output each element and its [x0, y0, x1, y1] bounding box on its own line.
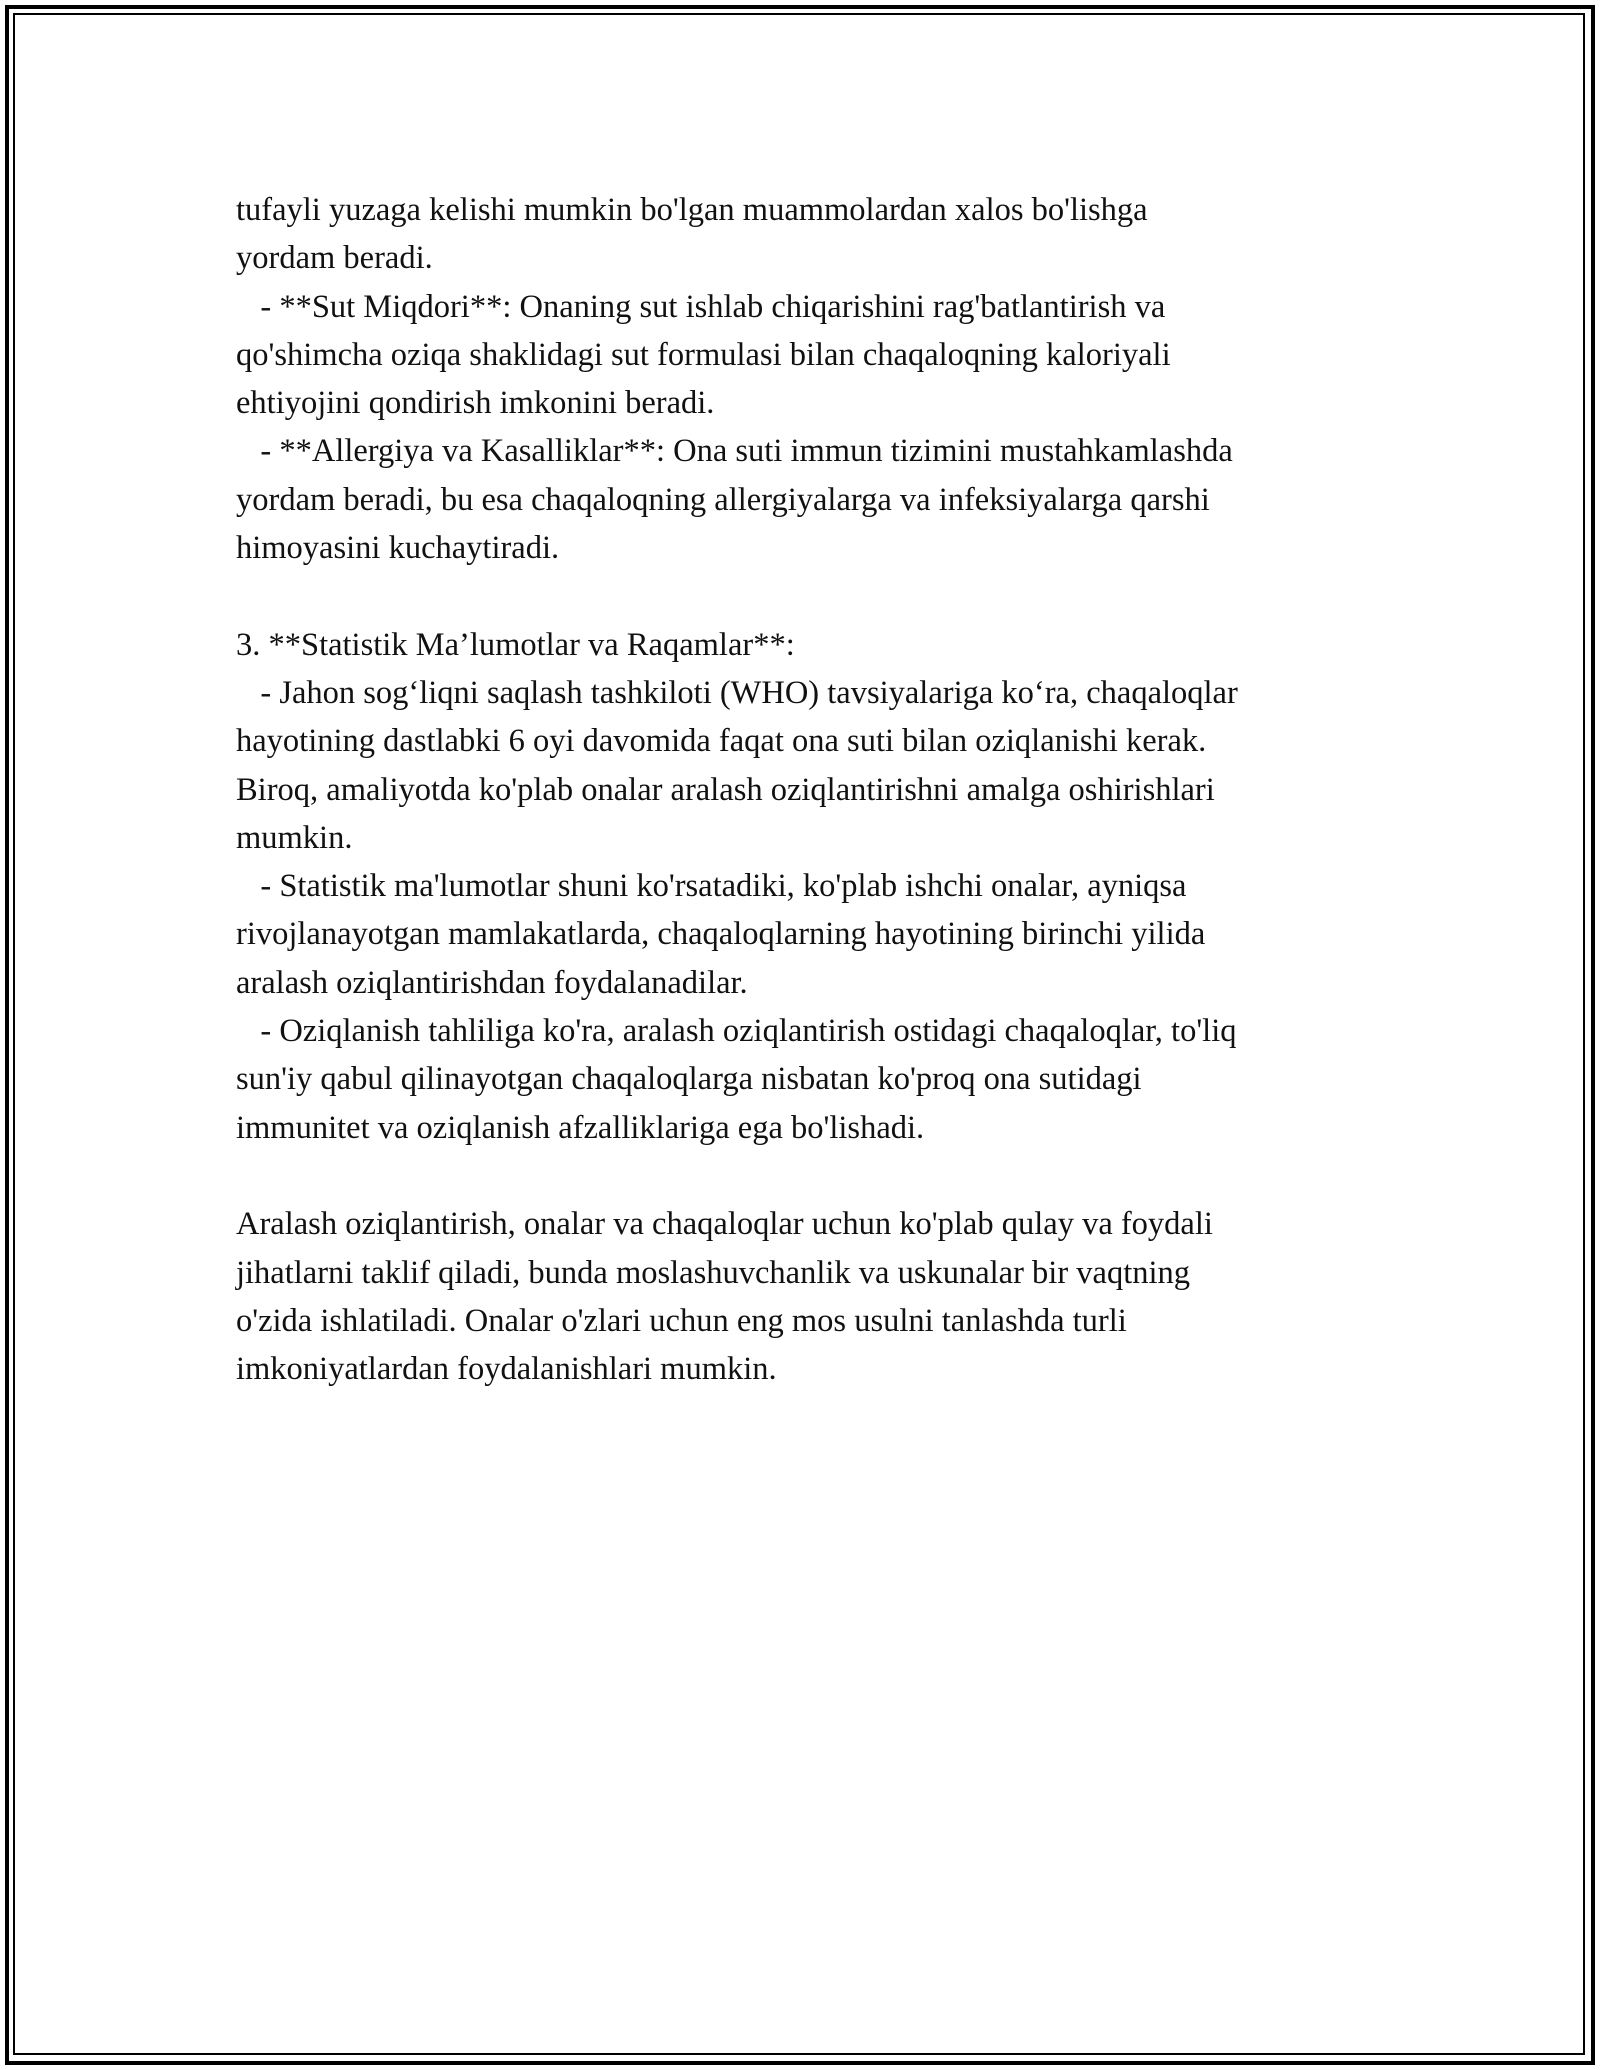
- text-line: tufayli yuzaga kelishi mumkin bo'lgan muammolardan xalos bo'lishga: [236, 192, 1148, 228]
- blank-line: [236, 572, 1386, 620]
- paragraph-conclusion: [236, 1200, 1386, 1393]
- list-item-oziqlanish: - Oziqlanish tahliliga ko'ra, aralash oziqlantirish ostidagi chaqaloqlar, to'liq: [236, 1013, 1237, 1050]
- text-line: sun'iy qabul qilinayotgan chaqaloqlarga nisbatan ko'proq ona sutidagi: [236, 1061, 1142, 1098]
- list-item-who: - Jahon sog‘liqni saqlash tashkiloti (WHO) tavsiyalariga ko‘ra, chaqaloqlar: [236, 674, 1238, 711]
- section-heading: 3. **Statistik Ma’lumotlar va Raqamlar**:: [236, 626, 795, 663]
- document-body: [236, 186, 1386, 1393]
- text-line: hayotining dastlabki 6 oyi davomida faqat ona suti bilan oziqlanishi kerak.: [236, 723, 1207, 760]
- blank-line: [236, 1152, 1386, 1200]
- text-line: aralash oziqlantirishdan foydalanadilar.: [236, 964, 748, 1001]
- text-line: himoyasini kuchaytiradi.: [236, 530, 560, 567]
- list-item-allergiya: - **Allergiya va Kasalliklar**: Ona suti immun tizimini mustahkamlashda: [236, 433, 1233, 470]
- list-item-sut-miqdori: - **Sut Miqdori**: Onaning sut ishlab chiqarishini rag'batlantirish va: [236, 288, 1166, 325]
- section-statistics: [236, 621, 1386, 1152]
- text-line: Biroq, amaliyotda ko'plab onalar aralash oziqlantirishni amalga oshirishlari: [236, 771, 1215, 808]
- text-line: Aralash oziqlantirish, onalar va chaqaloqlar uchun ko'plab qulay va foydali: [236, 1206, 1213, 1243]
- text-line: o'zida ishlatiladi. Onalar o'zlari uchun eng mos usulni tanlashda turli: [236, 1302, 1127, 1339]
- text-line: qo'shimcha oziqa shaklidagi sut formulasi bilan chaqaloqning kaloriyali: [236, 336, 1171, 373]
- paragraph-benefits-continued: [236, 186, 1386, 572]
- text-line: jihatlarni taklif qiladi, bunda moslashuvchanlik va uskunalar bir vaqtning: [236, 1254, 1191, 1291]
- text-line: mumkin.: [236, 819, 353, 856]
- text-line: yordam beradi, bu esa chaqaloqning allergiyalarga va infeksiyalarga qarshi: [236, 481, 1210, 518]
- text-line: immunitet va oziqlanish afzalliklariga ega bo'lishadi.: [236, 1109, 925, 1146]
- list-item-statistik: - Statistik ma'lumotlar shuni ko'rsatadiki, ko'plab ishchi onalar, ayniqsa: [236, 868, 1187, 905]
- text-line: rivojlanayotgan mamlakatlarda, chaqaloqlarning hayotining birinchi yilida: [236, 916, 1206, 953]
- text-line: ehtiyojini qondirish imkonini beradi.: [236, 385, 715, 422]
- text-line: yordam beradi.: [236, 240, 433, 277]
- text-line: imkoniyatlardan foydalanishlari mumkin.: [236, 1351, 777, 1388]
